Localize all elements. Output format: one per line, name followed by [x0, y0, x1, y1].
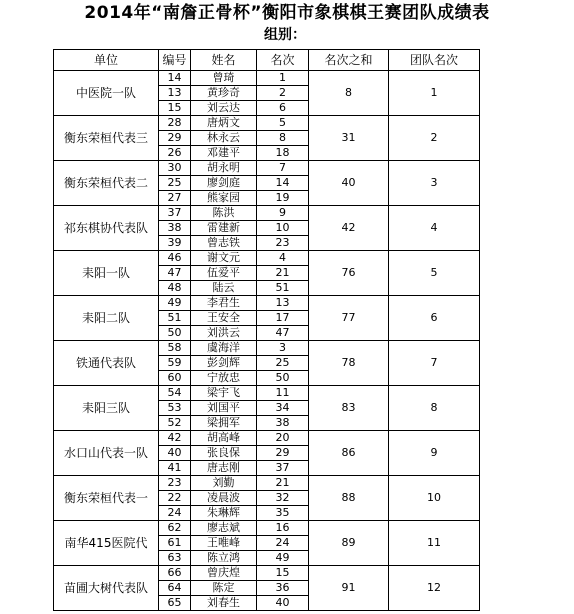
player-name: 王唯峰	[191, 536, 257, 551]
header-number: 编号	[159, 50, 191, 71]
player-place: 21	[257, 266, 309, 281]
table-row	[54, 476, 480, 491]
player-place: 47	[257, 326, 309, 341]
page-title: 2014年“南詹正骨杯”衡阳市象棋棋王赛团队成绩表	[84, 3, 490, 23]
table-row	[54, 386, 480, 401]
player-name: 伍爱平	[191, 266, 257, 281]
table-row	[54, 341, 480, 356]
player-number: 51	[159, 311, 191, 326]
table-row	[54, 71, 480, 86]
player-place: 51	[257, 281, 309, 296]
player-place: 24	[257, 536, 309, 551]
team-unit: 祁东棋协代表队	[54, 206, 159, 251]
player-name: 王安全	[191, 311, 257, 326]
team-place-sum: 78	[309, 341, 389, 386]
player-number: 60	[159, 371, 191, 386]
player-number: 65	[159, 596, 191, 611]
player-place: 19	[257, 191, 309, 206]
table-row	[54, 521, 480, 536]
team-rank: 12	[389, 566, 480, 611]
player-number: 54	[159, 386, 191, 401]
team-rank: 1	[389, 71, 480, 116]
team-unit: 水口山代表一队	[54, 431, 159, 476]
team-rank: 6	[389, 296, 480, 341]
player-place: 38	[257, 416, 309, 431]
player-name: 李君生	[191, 296, 257, 311]
player-name: 刘勤	[191, 476, 257, 491]
player-name: 胡高峰	[191, 431, 257, 446]
player-number: 53	[159, 401, 191, 416]
table-row	[54, 251, 480, 266]
player-number: 26	[159, 146, 191, 161]
player-place: 50	[257, 371, 309, 386]
header-name: 姓名	[191, 50, 257, 71]
player-place: 36	[257, 581, 309, 596]
player-number: 15	[159, 101, 191, 116]
team-place-sum: 40	[309, 161, 389, 206]
team-rank: 7	[389, 341, 480, 386]
player-number: 24	[159, 506, 191, 521]
header-team-rank: 团队名次	[389, 50, 480, 71]
player-place: 7	[257, 161, 309, 176]
player-name: 朱琳辉	[191, 506, 257, 521]
player-name: 凌晨波	[191, 491, 257, 506]
player-number: 27	[159, 191, 191, 206]
player-number: 49	[159, 296, 191, 311]
player-number: 62	[159, 521, 191, 536]
team-place-sum: 42	[309, 206, 389, 251]
player-number: 48	[159, 281, 191, 296]
table-row	[54, 431, 480, 446]
team-place-sum: 89	[309, 521, 389, 566]
player-number: 61	[159, 536, 191, 551]
player-name: 曾庆煌	[191, 566, 257, 581]
team-unit: 耒阳一队	[54, 251, 159, 296]
player-number: 30	[159, 161, 191, 176]
player-number: 59	[159, 356, 191, 371]
player-name: 刘云达	[191, 101, 257, 116]
player-name: 廖志斌	[191, 521, 257, 536]
player-place: 13	[257, 296, 309, 311]
team-unit: 苗圃大树代表队	[54, 566, 159, 611]
player-name: 谢文元	[191, 251, 257, 266]
player-place: 34	[257, 401, 309, 416]
team-unit: 衡东荣桓代表二	[54, 161, 159, 206]
player-number: 64	[159, 581, 191, 596]
table-row	[54, 161, 480, 176]
table-row	[54, 116, 480, 131]
player-place: 2	[257, 86, 309, 101]
player-name: 雷建新	[191, 221, 257, 236]
player-number: 14	[159, 71, 191, 86]
player-number: 39	[159, 236, 191, 251]
player-name: 曾志铁	[191, 236, 257, 251]
player-place: 40	[257, 596, 309, 611]
player-number: 38	[159, 221, 191, 236]
player-place: 29	[257, 446, 309, 461]
player-name: 胡永明	[191, 161, 257, 176]
player-number: 46	[159, 251, 191, 266]
player-place: 25	[257, 356, 309, 371]
team-rank: 10	[389, 476, 480, 521]
player-name: 陆云	[191, 281, 257, 296]
player-place: 49	[257, 551, 309, 566]
player-place: 5	[257, 116, 309, 131]
header-place: 名次	[257, 50, 309, 71]
results-table	[53, 49, 480, 611]
team-unit: 南华415医院代	[54, 521, 159, 566]
player-place: 20	[257, 431, 309, 446]
player-place: 32	[257, 491, 309, 506]
player-place: 18	[257, 146, 309, 161]
player-name: 陈洪	[191, 206, 257, 221]
player-name: 唐志刚	[191, 461, 257, 476]
team-place-sum: 8	[309, 71, 389, 116]
team-rank: 9	[389, 431, 480, 476]
player-number: 23	[159, 476, 191, 491]
team-unit: 中医院一队	[54, 71, 159, 116]
player-place: 35	[257, 506, 309, 521]
team-place-sum: 77	[309, 296, 389, 341]
player-number: 58	[159, 341, 191, 356]
player-place: 14	[257, 176, 309, 191]
player-name: 彭剑辉	[191, 356, 257, 371]
player-place: 4	[257, 251, 309, 266]
team-unit: 铁通代表队	[54, 341, 159, 386]
player-place: 15	[257, 566, 309, 581]
team-unit: 衡东荣桓代表三	[54, 116, 159, 161]
player-place: 21	[257, 476, 309, 491]
player-number: 37	[159, 206, 191, 221]
player-number: 66	[159, 566, 191, 581]
player-place: 37	[257, 461, 309, 476]
player-place: 23	[257, 236, 309, 251]
team-rank: 11	[389, 521, 480, 566]
team-rank: 5	[389, 251, 480, 296]
team-place-sum: 86	[309, 431, 389, 476]
player-number: 28	[159, 116, 191, 131]
player-number: 41	[159, 461, 191, 476]
player-name: 梁拥军	[191, 416, 257, 431]
player-name: 梁宇飞	[191, 386, 257, 401]
player-place: 6	[257, 101, 309, 116]
player-number: 13	[159, 86, 191, 101]
team-place-sum: 91	[309, 566, 389, 611]
team-unit: 衡东荣桓代表一	[54, 476, 159, 521]
team-rank: 2	[389, 116, 480, 161]
player-name: 唐炳文	[191, 116, 257, 131]
player-name: 廖剑庭	[191, 176, 257, 191]
team-place-sum: 88	[309, 476, 389, 521]
player-name: 刘国平	[191, 401, 257, 416]
player-name: 熊家园	[191, 191, 257, 206]
player-name: 陈立鸿	[191, 551, 257, 566]
player-name: 张良保	[191, 446, 257, 461]
player-number: 40	[159, 446, 191, 461]
team-place-sum: 76	[309, 251, 389, 296]
team-rank: 3	[389, 161, 480, 206]
team-rank: 8	[389, 386, 480, 431]
team-unit: 耒阳二队	[54, 296, 159, 341]
player-place: 16	[257, 521, 309, 536]
player-name: 林永云	[191, 131, 257, 146]
player-number: 63	[159, 551, 191, 566]
team-unit: 耒阳三队	[54, 386, 159, 431]
player-number: 42	[159, 431, 191, 446]
player-name: 陈定	[191, 581, 257, 596]
header-place-sum: 名次之和	[309, 50, 389, 71]
player-place: 10	[257, 221, 309, 236]
player-place: 11	[257, 386, 309, 401]
group-label: 组别：	[264, 27, 306, 43]
player-name: 虞海洋	[191, 341, 257, 356]
table-row	[54, 296, 480, 311]
player-place: 9	[257, 206, 309, 221]
player-number: 22	[159, 491, 191, 506]
player-number: 29	[159, 131, 191, 146]
player-number: 47	[159, 266, 191, 281]
table-row	[54, 566, 480, 581]
player-number: 25	[159, 176, 191, 191]
player-name: 刘洪云	[191, 326, 257, 341]
player-name: 刘春生	[191, 596, 257, 611]
team-rank: 4	[389, 206, 480, 251]
player-place: 17	[257, 311, 309, 326]
player-number: 50	[159, 326, 191, 341]
player-place: 1	[257, 71, 309, 86]
header-unit: 单位	[54, 50, 159, 71]
player-name: 邓建平	[191, 146, 257, 161]
player-name: 曾琦	[191, 71, 257, 86]
table-row	[54, 206, 480, 221]
player-place: 3	[257, 341, 309, 356]
header-row	[54, 50, 480, 71]
player-number: 52	[159, 416, 191, 431]
team-place-sum: 83	[309, 386, 389, 431]
player-name: 黄珍奇	[191, 86, 257, 101]
team-place-sum: 31	[309, 116, 389, 161]
player-name: 宁放忠	[191, 371, 257, 386]
player-place: 8	[257, 131, 309, 146]
